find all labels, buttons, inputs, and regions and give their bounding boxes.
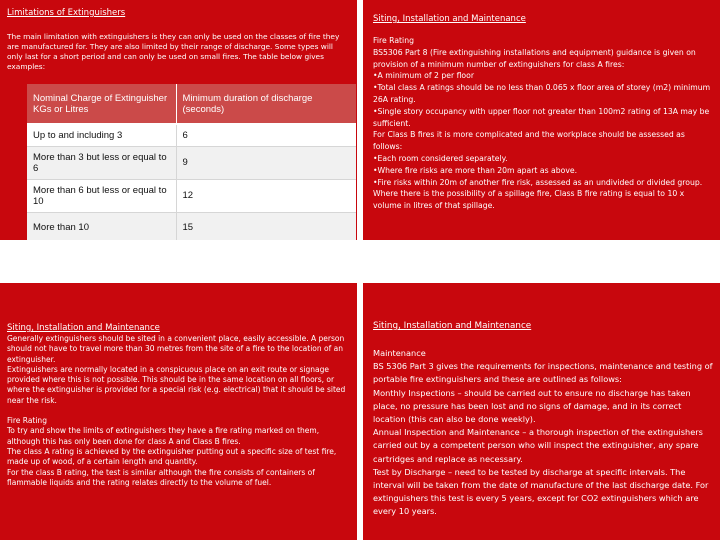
bullet-line: •Total class A ratings should be no less than 0.065 x floor area of storey (m2) minimum 26A rating. — [373, 83, 711, 104]
bullet-line: •Where fire risks are more than 20m apart as above. — [373, 165, 578, 175]
slide-fire-rating-bs5306 — [363, 0, 720, 240]
body-line: For Class B fires it is more complicated and the workplace should be assessed as follows: — [373, 130, 685, 152]
spacer — [7, 406, 350, 416]
table-cell: 9 — [176, 146, 356, 179]
bullet-line: •Each room considered separately. — [373, 153, 508, 163]
body-line: Generally extinguishers should be sited in a convenient place, easily accessible. A person should not have to travel more than 30 metres from the site of a fire to the location of an extinguisher. — [7, 334, 345, 364]
column-header: Nominal Charge of Extinguisher KGs or Litres — [27, 84, 176, 124]
body-line: Monthly Inspections – should be carried out to ensure no discharge has taken place, no pressure has been lost and no signs of damage, and in its correct location (this can also be done weekly). — [373, 387, 691, 425]
table-row — [27, 212, 356, 240]
body-line: BS5306 Part 8 (Fire extinguishing installations and equipment) guidance is given on provision of a minimum number of extinguishers for class A fires: — [373, 47, 696, 69]
body-line: The class A rating is achieved by the extinguisher putting out a specific size of test fire, made up of wood, of a certain length and quantity. — [7, 446, 337, 467]
body-line: BS 5306 Part 3 gives the requirements for inspections, maintenance and testing of portable fire extinguishers and these are outlined as follows: — [373, 361, 713, 385]
body-line: Fire Rating — [7, 416, 47, 426]
body-line: For the class B rating, the test is similar although the fire consists of containers of flammable liquids and the rating relates directly to the volume of fuel. — [7, 467, 315, 487]
table-cell: More than 3 but less or equal to 6 — [27, 146, 176, 179]
table-cell: 12 — [176, 179, 356, 212]
slide-limitations — [0, 0, 357, 240]
slide-heading: Limitations of Extinguishers — [7, 8, 126, 18]
discharge-table — [27, 84, 356, 240]
slide-maintenance — [363, 283, 720, 540]
body-line: Fire Rating — [373, 36, 414, 45]
column-header: Minimum duration of discharge (seconds) — [176, 84, 356, 124]
body-line: Extinguishers are normally located in a conspicuous place on an exit route or signage provided where this is not possible. This should be in the same location on all floors, or where the extinguisher is provided for a special risk (e.g. electrical) that it should be sited near the risk. — [7, 364, 346, 405]
table-cell: 15 — [176, 212, 356, 240]
slide-heading: Siting, Installation and Maintenance — [373, 321, 532, 331]
table-cell: Up to and including 3 — [27, 124, 176, 146]
table-cell: More than 10 — [27, 212, 176, 240]
body-line: Test by Discharge – need to be tested by discharge at specific intervals. The interval will be taken from the date of manufacture of the last discharge date. For extinguishers this test is every 5 years, except for CO2 extinguishers which are every 10 years. — [373, 466, 709, 517]
bullet-line: •Fire risks within 20m of another fire risk, assessed as an undivided or divided group. Where there is the possibility of a spillage fire, Class B fire rating is equal to 10 x volume in litres of that spillage. — [373, 177, 703, 211]
body-line: Maintenance — [373, 348, 426, 358]
intro-paragraph: The main limitation with extinguishers is they can only be used on the classes of fire they are manufactured for. They are also limited by their range of discharge. Some types will only last for a short period and can only be used on small fires. The table below gives examples: — [7, 32, 340, 71]
table-cell: 6 — [176, 124, 356, 146]
table-cell: More than 6 but less or equal to 10 — [27, 179, 176, 212]
slide-heading: Siting, Installation and Maintenance — [373, 14, 526, 24]
bullet-line: •A minimum of 2 per floor — [373, 71, 474, 81]
slide-heading: Siting, Installation and Maintenance — [7, 323, 160, 333]
table-row — [27, 124, 356, 146]
table-row — [27, 179, 356, 212]
slide-siting — [0, 283, 357, 540]
table-row — [27, 146, 356, 179]
body-line: To try and show the limits of extinguishers they have a fire rating marked on them, although this has only been done for class A and Class B fires. — [7, 426, 320, 446]
body-line: Annual Inspection and Maintenance – a thorough inspection of the extinguishers carried out by a competent person who will inspect the extinguisher, any spare cartridges and replace as necessary. — [373, 427, 703, 464]
bullet-line: •Single story occupancy with upper floor not greater than 100m2 rating of 13A may be sufficient. — [373, 106, 710, 128]
table-header-row — [27, 84, 356, 124]
